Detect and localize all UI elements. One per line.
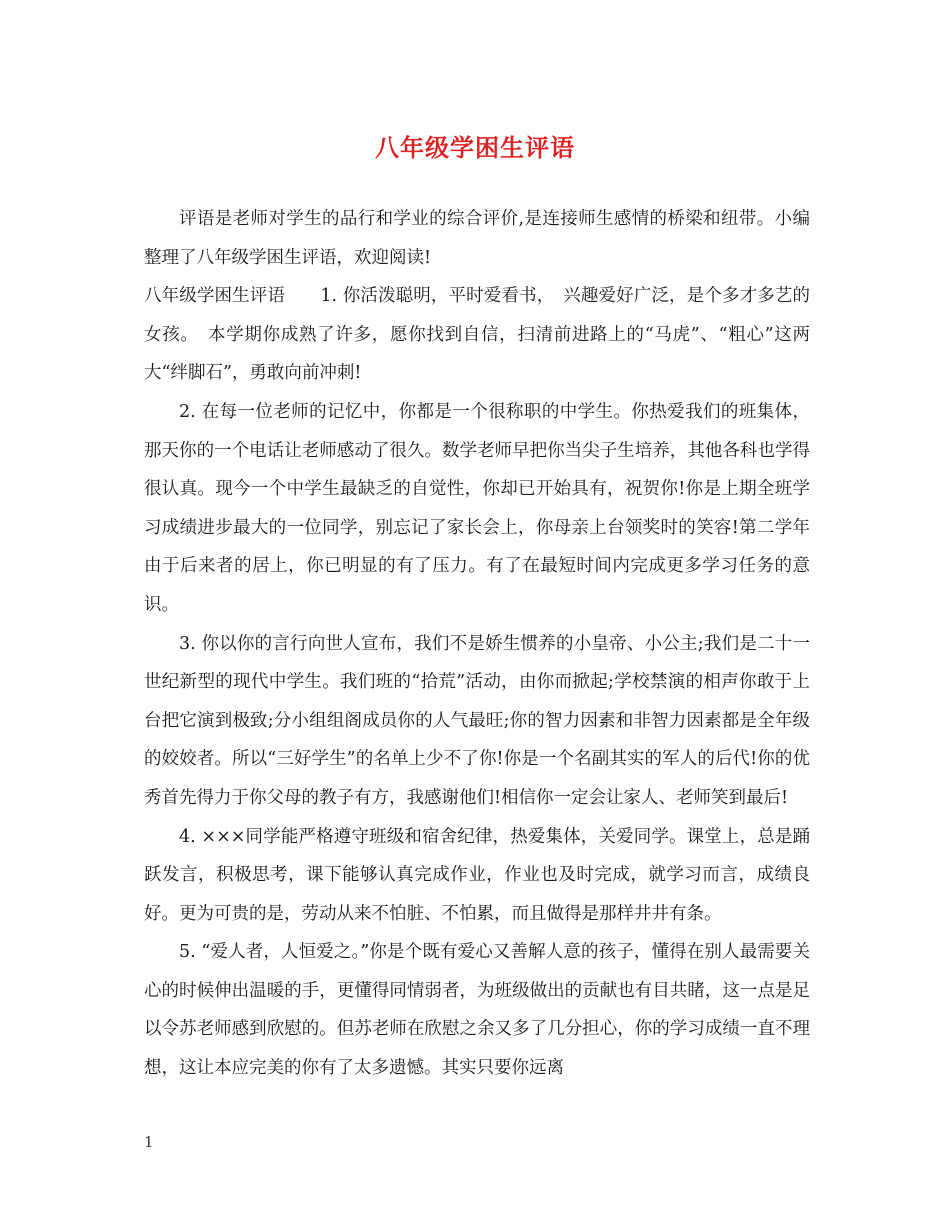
paragraph-comment-3: 3. 你以你的言行向世人宣布，我们不是娇生惯养的小皇帝、小公主;我们是二十一世纪新型的现代中学生。我们班的“拾荒”活动，由你而掀起;学校禁演的相声你敢于上台把它演到极致;分小组组阁成员你的人气最旺;你的智力因素和非智力因素都是全年级的姣姣者。所以“三好学生”的名单上少不了你!你是一个名副其实的军人的后代!你的优秀首先得力于你父母的教子有方，我感谢他们!相信你一定会让家人、老师笑到最后! (144, 633, 810, 808)
document-title: 八年级学困生评语 (375, 133, 575, 162)
paragraph-comment-2: 2. 在每一位老师的记忆中，你都是一个很称职的中学生。你热爱我们的班集体，那天你的一个电话让老师感动了很久。数学老师早把你当尖子生培养，其他各科也学得很认真。现今一个中学生最缺乏的自觉性，你却已开始具有，祝贺你!你是上期全班学习成绩进步最大的一位同学，别忘记了家长会上，你母亲上台领奖时的笑容!第二学年由于后来者的居上，你已明显的有了压力。有了在最短时间内完成更多学习任务的意识。 (144, 401, 810, 615)
paragraph-intro: 评语是老师对学生的品行和学业的综合评价,是连接师生感情的桥梁和纽带。小编整理了八年级学困生评语，欢迎阅读! (144, 209, 810, 268)
paragraph-comment-4: 4. ×××同学能严格遵守班级和宿舍纪律，热爱集体，关爱同学。课堂上，总是踊跃发言，积极思考，课下能够认真完成作业，作业也及时完成，就学习而言，成绩良好。更为可贵的是，劳动从来不怕脏、不怕累，而且做得是那样井井有条。 (144, 826, 810, 924)
document-body (144, 200, 810, 1088)
paragraph-comment-1: 八年级学困生评语 1. 你活泼聪明，平时爱看书， 兴趣爱好广泛，是个多才多艺的女孩。 本学期你成熟了许多，愿你找到自信，扫清前进路上的“马虎”、“粗心”这两大“绊脚石”，勇敢向前冲刺! (144, 286, 810, 384)
page-number: 1 (144, 1133, 154, 1151)
paragraph-comment-5: 5. “爱人者，人恒爱之。”你是个既有爱心又善解人意的孩子，懂得在别人最需要关心的时候伸出温暖的手，更懂得同情弱者，为班级做出的贡献也有目共睹，这一点是足以令苏老师感到欣慰的。但苏老师在欣慰之余又多了几分担心，你的学习成绩一直不理想，这让本应完美的你有了太多遗憾。其实只要你远离 (144, 942, 810, 1079)
